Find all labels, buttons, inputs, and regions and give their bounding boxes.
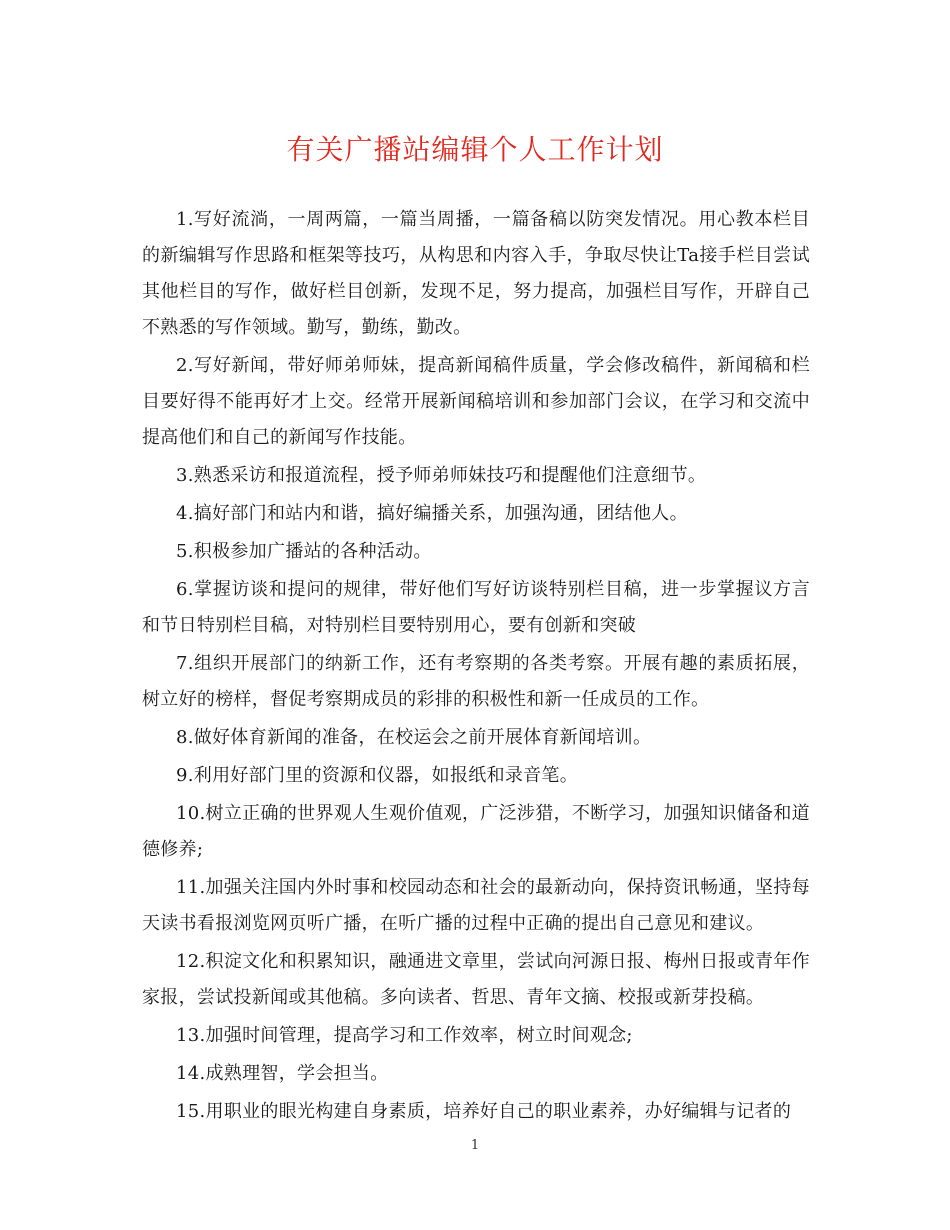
paragraph-2: 2.写好新闻，带好师弟师妹，提高新闻稿件质量，学会修改稿件，新闻稿和栏目要好得不能再好才上交。经常开展新闻稿培训和参加部门会议，在学习和交流中提高他们和自己的新闻写作技能。 <box>142 355 810 448</box>
paragraph-13: 13.加强时间管理，提高学习和工作效率，树立时间观念; <box>176 1025 633 1046</box>
paragraph-9: 9.利用好部门里的资源和仪器，如报纸和录音笔。 <box>176 765 579 786</box>
paragraph-11: 11.加强关注国内外时事和校园动态和社会的最新动向，保持资讯畅通，坚持每天读书看报浏览网页听广播，在听广播的过程中正确的提出自己意见和建议。 <box>142 877 810 934</box>
page-number: 1 <box>470 1138 480 1153</box>
paragraph-8: 8.做好体育新闻的准备，在校运会之前开展体育新闻培训。 <box>176 727 652 748</box>
paragraph-6: 6.掌握访谈和提问的规律，带好他们写好访谈特别栏目稿，进一步掌握议方言和节日特别栏目稿，对特别栏目要特别用心，要有创新和突破 <box>142 579 810 636</box>
paragraph-12: 12.积淀文化和积累知识，融通进文章里，尝试向河源日报、梅州日报或青年作家报，尝试投新闻或其他稿。多向读者、哲思、青年文摘、校报或新芽投稿。 <box>142 951 810 1008</box>
paragraph-7: 7.组织开展部门的纳新工作，还有考察期的各类考察。开展有趣的素质拓展，树立好的榜样，督促考察期成员的彩排的积极性和新一任成员的工作。 <box>142 653 810 710</box>
paragraph-1: 1.写好流淌，一周两篇，一篇当周播，一篇备稿以防突发情况。用心教本栏目的新编辑写作思路和框架等技巧，从构思和内容入手，争取尽快让Ta接手栏目尝试其他栏目的写作，做好栏目创新，发现不足，努力提高，加强栏目写作，开辟自己不熟悉的写作领域。勤写，勤练，勤改。 <box>142 209 810 338</box>
paragraph-3: 3.熟悉采访和报道流程，授予师弟师妹技巧和提醒他们注意细节。 <box>176 465 707 486</box>
paragraph-15: 15.用职业的眼光构建自身素质，培养好自己的职业素养，办好编辑与记者的 <box>176 1101 792 1122</box>
paragraph-5: 5.积极参加广播站的各种活动。 <box>176 541 432 562</box>
document-title: 有关广播站编辑个人工作计划 <box>286 133 664 166</box>
paragraph-14: 14.成熟理智，学会担当。 <box>176 1063 389 1084</box>
paragraph-10: 10.树立正确的世界观人生观价值观，广泛涉猎，不断学习，加强知识储备和道德修养; <box>142 803 810 860</box>
paragraph-4: 4.搞好部门和站内和谐，搞好编播关系，加强沟通，团结他人。 <box>176 503 688 524</box>
document-body <box>142 202 810 1132</box>
